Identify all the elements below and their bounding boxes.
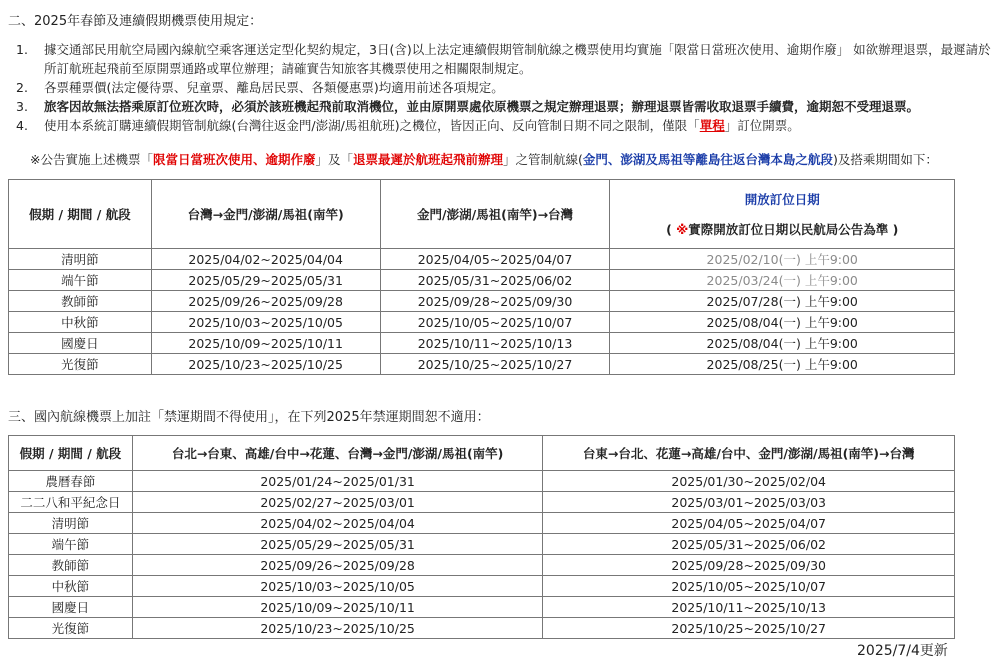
rule-item-1 bbox=[16, 40, 995, 78]
rule-number: 4. bbox=[16, 118, 28, 133]
rule-item-3 bbox=[16, 97, 995, 116]
cell-inbound: 2025/10/25~2025/10/27 bbox=[380, 354, 610, 375]
cell-outbound: 2025/09/26~2025/09/28 bbox=[132, 555, 543, 576]
rule-text: 旅客因故無法搭乘原訂位班次時，必須於該班機起飛前取消機位，並由原開票處依原機票之規定辦理退票；辦理退票皆需收取退票手續費，逾期恕不受理退票。 bbox=[44, 99, 920, 114]
table-row bbox=[9, 354, 955, 375]
rule-item-4 bbox=[16, 116, 995, 135]
cell-outbound: 2025/10/23~2025/10/25 bbox=[132, 618, 543, 639]
cell-inbound: 2025/04/05~2025/04/07 bbox=[543, 513, 955, 534]
rule-text: 使用本系統訂購連續假期管制航線(台灣往返金門/澎湖/馬祖航班)之機位，皆因正向、反向管制日期不同之限制，僅限「 bbox=[44, 118, 700, 133]
rule-text: 據交通部民用航空局國內線航空乘客運送定型化契約規定，3日(含)以上法定連續假期管制航線之機票使用均實施「限當日當班次使用、逾期作廢」 如欲辦理退票，最遲請於所訂航班起飛前至原開票通路或單位辦理；請確實告知旅客其機票使用之相關限制規定。 bbox=[44, 42, 991, 76]
updated-date: 2025/7/4更新 bbox=[857, 643, 948, 659]
cell-holiday: 端午節 bbox=[9, 270, 152, 291]
cell-holiday: 光復節 bbox=[9, 354, 152, 375]
section2-title: 二、2025年春節及連續假期機票使用規定： bbox=[8, 14, 263, 29]
cell-outbound: 2025/05/29~2025/05/31 bbox=[132, 534, 543, 555]
table-header-row bbox=[9, 180, 955, 249]
cell-holiday: 清明節 bbox=[9, 249, 152, 270]
header-inbound: 台東→台北、花蓮→高雄/台中、金門/澎湖/馬祖(南竿)→台灣 bbox=[543, 436, 955, 471]
table-row bbox=[9, 513, 955, 534]
note-mark: ※ bbox=[676, 222, 689, 237]
paren-open: ( bbox=[666, 222, 677, 237]
open-date-title: 開放訂位日期 bbox=[744, 192, 820, 207]
cell-outbound: 2025/10/03~2025/10/05 bbox=[151, 312, 380, 333]
cell-outbound: 2025/04/02~2025/04/04 bbox=[132, 513, 543, 534]
open-date-note bbox=[610, 220, 954, 238]
rule-text-end: 」訂位開票。 bbox=[724, 118, 800, 133]
cell-open-date: 2025/02/10(一) 上午9:00 bbox=[610, 249, 955, 270]
cell-holiday: 光復節 bbox=[9, 618, 133, 639]
table-header-row bbox=[9, 436, 955, 471]
note-text: 實際開放訂位日期以民航局公告為準 bbox=[688, 222, 889, 237]
cell-holiday: 國慶日 bbox=[9, 333, 152, 354]
rule-text: 各票種票價(法定優待票、兒童票、離島居民票、各類優惠票)均適用前述各項規定。 bbox=[44, 80, 504, 95]
cell-inbound: 2025/09/28~2025/09/30 bbox=[543, 555, 955, 576]
rule-number: 2. bbox=[16, 80, 28, 95]
header-outbound: 台北→台東、高雄/台中→花蓮、台灣→金門/澎湖/馬祖(南竿) bbox=[132, 436, 543, 471]
cell-holiday: 中秋節 bbox=[9, 312, 152, 333]
cell-outbound: 2025/02/27~2025/03/01 bbox=[132, 492, 543, 513]
cell-outbound: 2025/01/24~2025/01/31 bbox=[132, 471, 543, 492]
notice-mid: 」及「 bbox=[315, 152, 354, 167]
cell-holiday: 中秋節 bbox=[9, 576, 133, 597]
cell-open-date: 2025/08/04(一) 上午9:00 bbox=[610, 333, 955, 354]
cell-inbound: 2025/04/05~2025/04/07 bbox=[380, 249, 610, 270]
table-row bbox=[9, 471, 955, 492]
cell-holiday: 國慶日 bbox=[9, 597, 133, 618]
cell-inbound: 2025/10/05~2025/10/07 bbox=[380, 312, 610, 333]
table-row bbox=[9, 576, 955, 597]
table-row bbox=[9, 249, 955, 270]
cell-open-date: 2025/08/04(一) 上午9:00 bbox=[610, 312, 955, 333]
cell-holiday: 清明節 bbox=[9, 513, 133, 534]
cell-outbound: 2025/09/26~2025/09/28 bbox=[151, 291, 380, 312]
notice-rule-same-day: 限當日當班次使用、逾期作廢 bbox=[152, 152, 316, 167]
cell-outbound: 2025/10/09~2025/10/11 bbox=[132, 597, 543, 618]
table-row bbox=[9, 492, 955, 513]
cell-inbound: 2025/10/11~2025/10/13 bbox=[380, 333, 610, 354]
rule-number: 3. bbox=[16, 99, 28, 114]
cell-outbound: 2025/10/23~2025/10/25 bbox=[151, 354, 380, 375]
cell-holiday: 教師節 bbox=[9, 291, 152, 312]
section3-title: 三、國內航線機票上加註「禁運期間不得使用」，在下列2025年禁運期間恕不適用： bbox=[8, 410, 490, 425]
cell-inbound: 2025/05/31~2025/06/02 bbox=[543, 534, 955, 555]
table-row bbox=[9, 291, 955, 312]
cell-inbound: 2025/10/05~2025/10/07 bbox=[543, 576, 955, 597]
cell-inbound: 2025/03/01~2025/03/03 bbox=[543, 492, 955, 513]
rule-item-2 bbox=[16, 78, 995, 97]
header-holiday: 假期 / 期間 / 航段 bbox=[9, 180, 152, 249]
header-outbound: 台灣→金門/澎湖/馬祖(南竿) bbox=[151, 180, 380, 249]
embargo-periods-table bbox=[8, 435, 955, 639]
table-row bbox=[9, 597, 955, 618]
cell-inbound: 2025/01/30~2025/02/04 bbox=[543, 471, 955, 492]
cell-inbound: 2025/09/28~2025/09/30 bbox=[380, 291, 610, 312]
cell-open-date: 2025/03/24(一) 上午9:00 bbox=[610, 270, 955, 291]
rules-list bbox=[16, 40, 995, 135]
table-row bbox=[9, 270, 955, 291]
notice-line bbox=[30, 150, 938, 168]
notice-suffix: )及搭乘期間如下： bbox=[832, 152, 938, 167]
table-row bbox=[9, 618, 955, 639]
notice-routes: 金門、澎湖及馬祖等離島往返台灣本島之航段 bbox=[582, 152, 833, 167]
cell-holiday: 二二八和平紀念日 bbox=[9, 492, 133, 513]
paren-close: ) bbox=[888, 222, 899, 237]
rule-number: 1. bbox=[16, 42, 28, 57]
cell-inbound: 2025/05/31~2025/06/02 bbox=[380, 270, 610, 291]
header-open-date bbox=[610, 180, 955, 249]
table-row bbox=[9, 534, 955, 555]
controlled-routes-table bbox=[8, 179, 955, 375]
table-row bbox=[9, 333, 955, 354]
notice-rule-refund: 退票最遲於航班起飛前辦理 bbox=[353, 152, 504, 167]
cell-inbound: 2025/10/11~2025/10/13 bbox=[543, 597, 955, 618]
cell-outbound: 2025/10/09~2025/10/11 bbox=[151, 333, 380, 354]
cell-holiday: 端午節 bbox=[9, 534, 133, 555]
cell-inbound: 2025/10/25~2025/10/27 bbox=[543, 618, 955, 639]
one-way-highlight: 單程 bbox=[699, 118, 725, 133]
table-row bbox=[9, 555, 955, 576]
cell-holiday: 農曆春節 bbox=[9, 471, 133, 492]
cell-holiday: 教師節 bbox=[9, 555, 133, 576]
notice-mid: 」之管制航線( bbox=[503, 152, 583, 167]
cell-outbound: 2025/05/29~2025/05/31 bbox=[151, 270, 380, 291]
notice-prefix: ※公告實施上述機票「 bbox=[30, 152, 153, 167]
table-row bbox=[9, 312, 955, 333]
cell-outbound: 2025/04/02~2025/04/04 bbox=[151, 249, 380, 270]
cell-open-date: 2025/08/25(一) 上午9:00 bbox=[610, 354, 955, 375]
cell-outbound: 2025/10/03~2025/10/05 bbox=[132, 576, 543, 597]
header-holiday: 假期 / 期間 / 航段 bbox=[9, 436, 133, 471]
header-inbound: 金門/澎湖/馬祖(南竿)→台灣 bbox=[380, 180, 610, 249]
cell-open-date: 2025/07/28(一) 上午9:00 bbox=[610, 291, 955, 312]
